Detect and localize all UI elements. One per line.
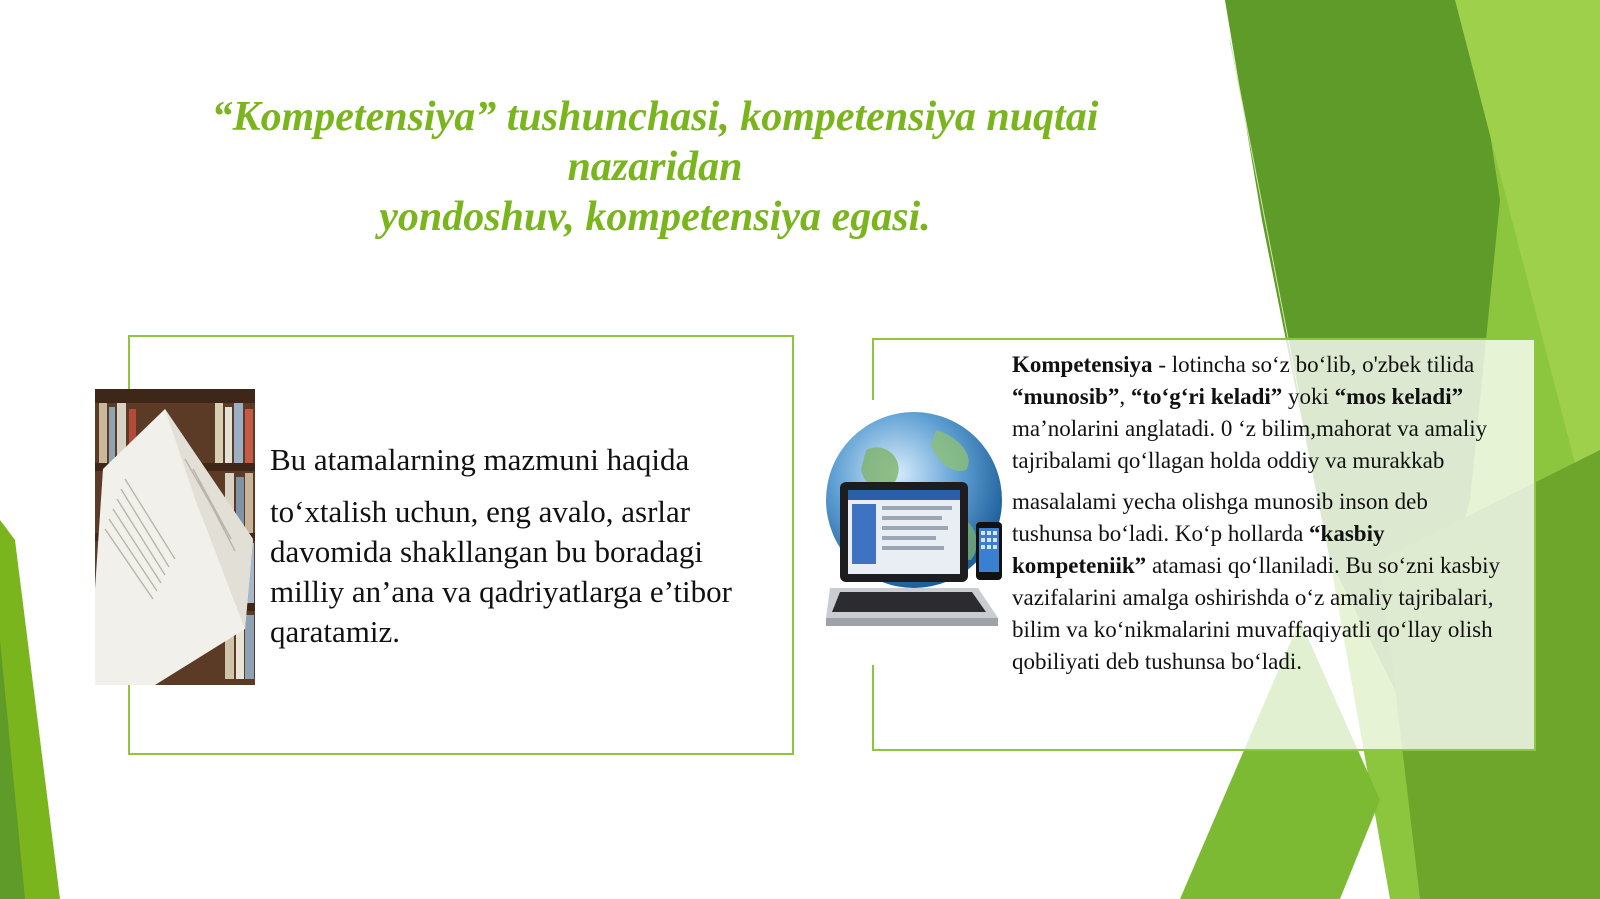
term-kompetensiya: Kompetensiya [1012, 352, 1153, 377]
left-paragraph-1: Bu atamalarning mazmuni haqida [270, 442, 690, 477]
text-segment: , [1119, 384, 1131, 409]
title-line-2: nazaridan [567, 144, 743, 190]
text-segment: yoki [1282, 384, 1335, 409]
term-munosib: “munosib” [1012, 384, 1120, 409]
right-paragraph-1 [1012, 349, 1512, 477]
title-line-3: yondoshuv, kompetensiya egasi. [379, 194, 931, 240]
right-body-text [1012, 349, 1512, 678]
term-togri-keladi: “to‘g‘ri keladi” [1130, 384, 1283, 409]
left-body-text [270, 440, 780, 652]
slide-title [140, 92, 1170, 242]
text-segment: atamasi qo‘llaniladi. Bu so‘zni kasbiy vazifalarini amalga oshirishda o‘z amaliy tajribalari, bilim va ko‘nikmalarini muvaffaqiyatli qo‘llay olish qobiliyati deb tushunsa bo‘ladi. [1012, 553, 1501, 674]
term-mos-keladi: “mos keladi” [1334, 384, 1464, 409]
title-line-1: “Kompetensiya” tushunchasi, kompetensiya nuqtai [211, 94, 1099, 140]
bookshelf-open-book-image [95, 389, 255, 685]
text-segment: masalalami yecha olishga munosib inson deb tushunsa bo‘ladi. Ko‘p hollarda [1012, 489, 1428, 546]
text-segment: ma’nolarini anglatadi. 0 ‘z bilim,mahorat va amaliy tajribalami qo‘llagan holda oddiy va murakkab [1012, 416, 1488, 473]
term-kasbiy-kompeteniik: “kasbiy kompeteniik” [1012, 521, 1385, 578]
globe-laptop-image [826, 400, 1008, 665]
right-paragraph-2 [1012, 486, 1512, 678]
left-paragraph-2: to‘xtalish uchun, eng avalo, asrlar davomida shakllangan bu boradagi milliy an’ana va qadriyatlarga e’tibor qaratamiz. [270, 494, 732, 649]
text-segment: - lotincha so‘z bo‘lib, o'zbek tilida [1152, 352, 1475, 377]
